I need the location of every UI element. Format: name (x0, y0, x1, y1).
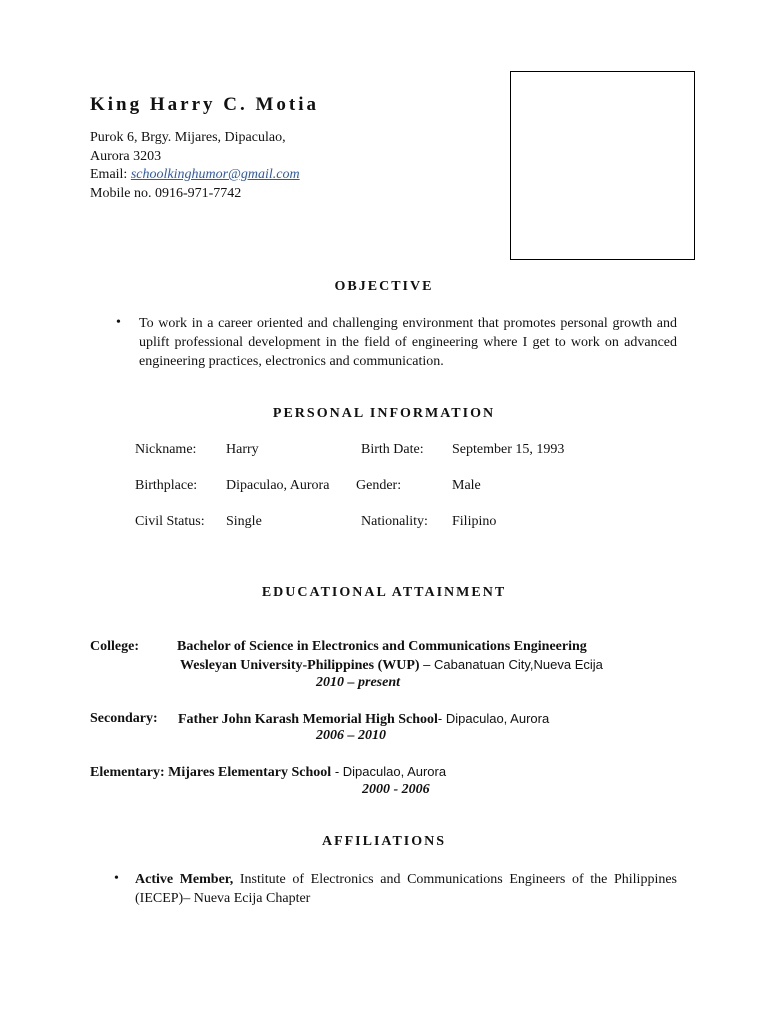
secondary-years: 2006 – 2010 (316, 728, 386, 743)
elementary-label: Elementary: (90, 765, 165, 780)
college-school: Wesleyan University-Philippines (WUP) (180, 658, 420, 673)
bullet-icon: • (114, 871, 119, 886)
gender-label: Gender: (356, 478, 402, 493)
college-location: – Cabanatuan City,Nueva Ecija (419, 657, 603, 672)
mobile-line: Mobile no. 0916-971-7742 (90, 186, 242, 201)
secondary-school-line (178, 711, 549, 728)
nickname-label: Nickname: (135, 442, 197, 457)
bullet-icon: • (116, 315, 121, 330)
college-degree: Bachelor of Science in Electronics and Communications Engineering (177, 639, 587, 654)
birthplace-value: Dipaculao, Aurora (226, 478, 330, 493)
nationality-value: Filipino (452, 514, 497, 529)
elementary-line (90, 764, 446, 781)
address-line-2: Aurora 3203 (90, 149, 162, 164)
civil-status-value: Single (226, 514, 262, 529)
elementary-location: - Dipaculao, Aurora (331, 764, 447, 779)
affiliation-org: Institute of Electronics and Communications Engineers of the Philippines (IECEP)– Nueva Ecija Chapter (135, 872, 677, 906)
elementary-years: 2000 - 2006 (362, 782, 430, 797)
elementary-school: Mijares Elementary School (168, 765, 332, 780)
nickname-value: Harry (226, 442, 259, 457)
email-line (90, 167, 300, 183)
affiliation-role: Active Member, (135, 872, 234, 887)
secondary-location: - Dipaculao, Aurora (437, 711, 550, 726)
email-link[interactable]: schoolkinghumor@gmail.com (130, 167, 300, 182)
college-school-line (180, 657, 603, 674)
birth-date-value: September 15, 1993 (452, 442, 565, 457)
affiliation-item (135, 870, 677, 908)
education-heading: EDUCATIONAL ATTAINMENT (261, 585, 507, 600)
gender-value: Male (452, 478, 481, 493)
address-line-1: Purok 6, Brgy. Mijares, Dipaculao, (90, 130, 286, 145)
objective-heading: OBJECTIVE (334, 279, 434, 294)
secondary-label: Secondary: (90, 711, 158, 726)
email-label: Email: (90, 167, 131, 182)
college-years: 2010 – present (316, 675, 400, 690)
personal-info-heading: PERSONAL INFORMATION (272, 406, 496, 421)
nationality-label: Nationality: (361, 514, 428, 529)
birthplace-label: Birthplace: (135, 478, 198, 493)
college-label: College: (90, 639, 139, 654)
objective-text: To work in a career oriented and challenging environment that promotes personal growth and uplift professional development in the field of engineering where I get to work on advanced engineering practices, electronics and communication. (139, 316, 677, 369)
secondary-school: Father John Karash Memorial High School (178, 712, 438, 727)
photo-placeholder (510, 71, 695, 260)
affiliations-heading: AFFILIATIONS (321, 834, 447, 849)
civil-status-label: Civil Status: (135, 514, 205, 529)
applicant-name: King Harry C. Motia (90, 94, 320, 115)
birth-date-label: Birth Date: (361, 442, 424, 457)
